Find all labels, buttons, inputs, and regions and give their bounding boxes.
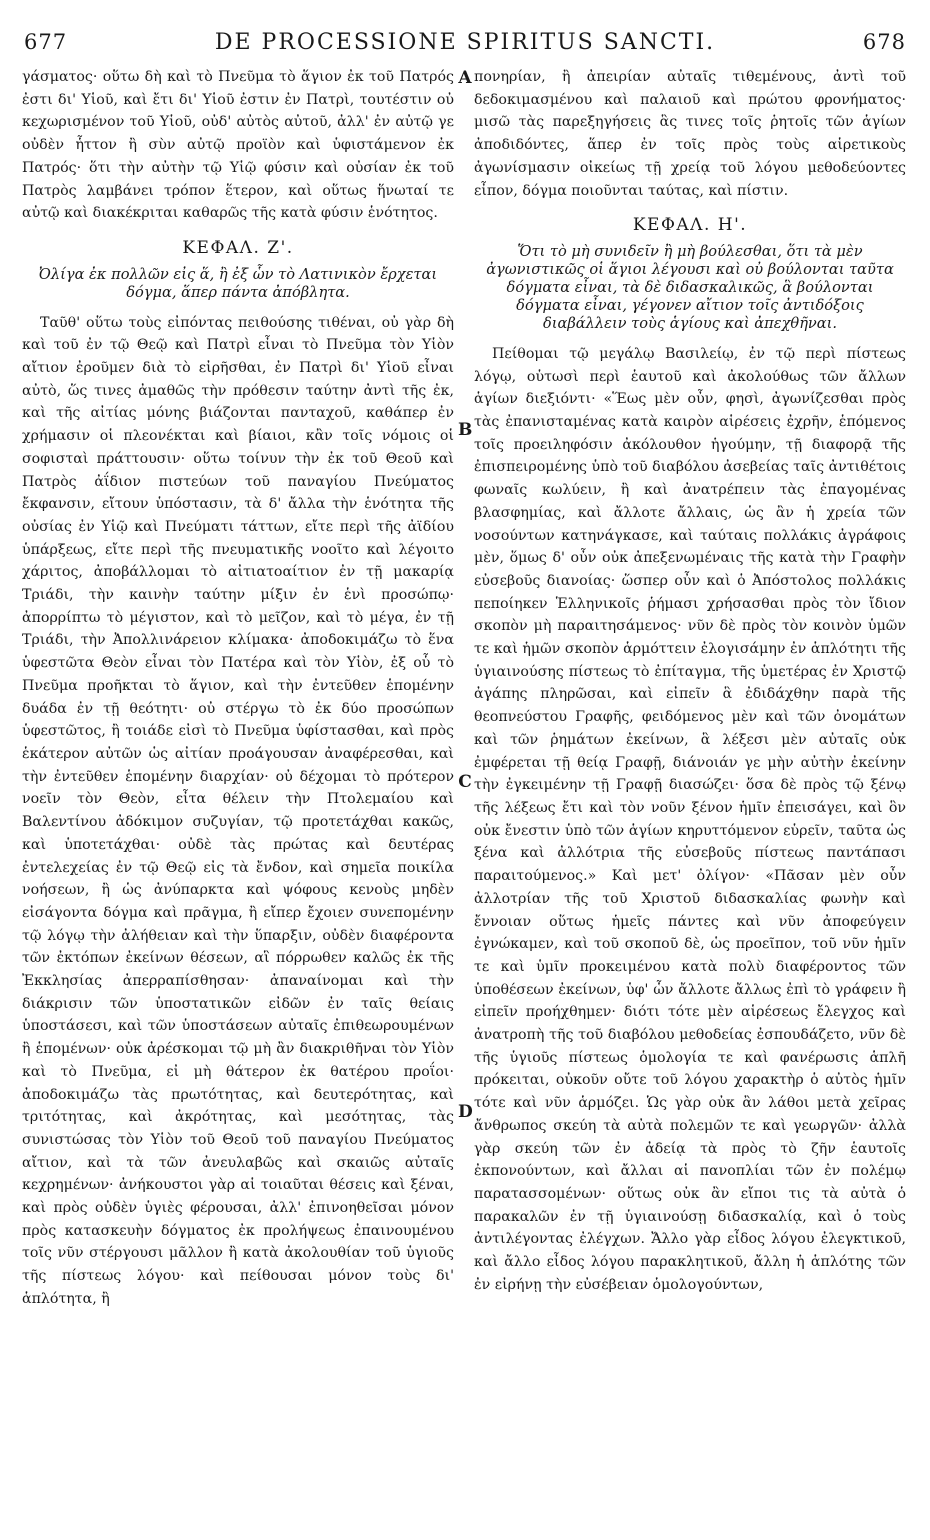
margin-letter-c: C (458, 772, 472, 792)
page-number-right: 678 (862, 30, 906, 54)
right-paragraph-continuation: πονηρίαν, ἢ ἀπειρίαν αὐταῖς τιθεμένους, ἀντὶ τοῦ δεδοκιμασμένου καὶ παλαιοῦ καὶ πρώτου φρονήματος· μισῶ τὰς παρεξηγήσεις ἃς τινες τοῖς ῥητοῖς τῶν ἁγίων ἀποδιδόντες, ἅπερ ἐν τοῖς πρὸς τοὺς αἱρετικοὺς ἀγωνίσμασιν οἰκείως τῇ χρείᾳ τοῦ λόγου μεθοδεύοντες εἶπον, δόγμα ποιοῦνται ταύτας, καὶ πίστιν. (474, 69, 906, 199)
chapter-heading-7: ΚΕΦΑΛ. Ζ'. (182, 237, 294, 258)
left-column (22, 66, 454, 1311)
right-paragraph-main: Πείθομαι τῷ μεγάλῳ Βασιλείῳ, ἐν τῷ περὶ πίστεως λόγῳ, οὑτωσὶ περὶ ἑαυτοῦ καὶ ἀκολούθως τῶν ἄλλων ἁγίων διεξιόντι· «Ἕως μὲν οὖν, φησὶ, ἀγωνίζεσθαι πρὸς τὰς ἐπανισταμένας κατὰ καιρὸν αἱρέσεις ἐχρῆν, ἑπόμενος τοῖς προειληφόσιν ἀκόλουθον ἡγούμην, τῇ διαφορᾷ τῆς ἐπισπειρομένης ὑπὸ τοῦ διαβόλου ἀσεβείας ταῖς ἀντιθέτοις φωναῖς κωλύειν, ἢ καὶ ἀνατρέπειν τὰς ἐπαγομένας βλασφημίας, καὶ ἄλλοτε ἄλλαις, ὡς ἂν ἡ χρεία τῶν νοσούντων κατηνάγκασε, καὶ ταύταις πολλάκις ἀγράφοις μὲν, ὅμως δ' οὖν οὐκ ἀπεξενωμέναις τῆς κατὰ τὴν Γραφὴν εὐσεβοῦς διανοίας· ὥσπερ οὖν καὶ ὁ Ἀπόστολος πολλάκις πεποίηκεν Ἑλληνικοῖς ῥήμασι χρήσασθαι πρὸς τὸν ἴδιον σκοπὸν μὴ παραιτησάμενος· νῦν δὲ πρὸς τὸν κοινὸν ὑμῶν τε καὶ ἡμῶν σκοπὸν ἁρμόττειν ἐλογισάμην ἐν ἁπλότητι τῆς ὑγιαινούσης πίστεως τὸ ἐπίταγμα, τῆς ὑμετέρας ἐν Χριστῷ ἀγάπης πληρῶσαι, καὶ εἰπεῖν ἃ ἐδιδάχθην παρὰ τῆς θεοπνεύστου Γραφῆς, φειδόμενος μὲν καὶ τῶν ὀνομάτων καὶ τῶν ῥημάτων ἐκείνων, ἃ λέξεσι μὲν αὐταῖς οὐκ ἐμφέρεται τῇ θείᾳ Γραφῇ, διάνοιάν γε μὴν αὐτὴν ἐκείνην τὴν ἐγκειμένην τῇ Γραφῇ διασώζει· ὅσα δὲ πρὸς τῷ ξένῳ τῆς λέξεως ἔτι καὶ τὸν νοῦν ξένον ἡμῖν ἐπεισάγει, καὶ ὃν οὐκ ἔνεστιν ὑπὸ τῶν ἁγίων κηρυττόμενον εὑρεῖν, ταῦτα ὡς ξένα καὶ ἀλλότρια τῆς εὐσεβοῦς πίστεως παντάπασι παραιτούμενος.» Καὶ μετ' ὀλίγον· «Πᾶσαν μὲν οὖν ἀλλοτρίαν τῆς τοῦ Χριστοῦ διδασκαλίας φωνὴν καὶ ἔννοιαν οὕτως ἡμεῖς πάντες καὶ νῦν ἀποφεύγειν ἐγνώκαμεν, καὶ τοῦ σκοποῦ δὲ, ὡς προεῖπον, τοῦ νῦν ἡμῖν τε καὶ ὑμῖν προκειμένου κατὰ πολὺ διαφέροντος τῶν ὑποθέσεων ἐκείνων, ὑφ' ὧν ἄλλοτε ἄλλως ἐπὶ τὸ γράφειν ἢ εἰπεῖν προήχθημεν· διότι τότε μὲν αἱρέσεως ἔλεγχος καὶ ἀνατροπὴ τῆς τοῦ διαβόλου μεθοδείας ἐσπουδάζετο, νῦν δὲ τῆς ὑγιοῦς πίστεως ὁμολογία τε καὶ φανέρωσις ἁπλῆ πρόκειται, οὐκοῦν οὔτε τοῦ λόγου χαρακτὴρ ὁ αὐτὸς ἡμῖν τότε καὶ νῦν ἁρμόζει. Ὡς γὰρ οὐκ ἂν λάθοι μετὰ χεῖρας ἄνθρωπος σκεύη τὰ αὐτὰ πολεμῶν τε καὶ γεωργῶν· ἀλλὰ γὰρ σκεύη τῶν ἐν ἀδείᾳ τὰ πρὸς τὸ ζῆν ἑαυτοῖς ἐκπονούντων, καὶ ἄλλαι αἱ πανοπλίαι τῶν ἐν πολέμῳ παρατασσομένων· οὕτως οὐκ ἂν εἴποι τις τὰ αὐτὰ ὁ παρακαλῶν ἐν τῇ ὑγιαινούσῃ διδασκαλίᾳ, καὶ ὁ τοὺς ἀντιλέγοντας ἐλέγχων. Ἄλλο γὰρ εἶδος λόγου ἐλεγκτικοῦ, καὶ ἄλλο εἶδος λόγου παρακλητικοῦ, ἄλλη ἡ ἁπλότης τῶν ἐν εἰρήνῃ τὴν εὐσέβειαν ὁμολογούντων, (474, 345, 906, 1293)
chapter-subtitle-8: Ὅτι τὸ μὴ συνιδεῖν ἢ μὴ βούλεσθαι, ὅτι τὰ μὲν ἀγωνιστικῶς οἱ ἅγιοι λέγουσι καὶ οὐ βούλονται ταῦτα δόγματα εἶναι, τὰ δὲ διδασκαλικῶς, ἃ βούλονται δόγματα εἶναι, γέγονεν αἴτιον τοῖς ἀντιδόξοις διαβάλλειν τοὺς ἁγίους καὶ ἀπεχθῆναι. (486, 242, 894, 332)
left-paragraph-continuation: γάσματος· οὕτω δὴ καὶ τὸ Πνεῦμα τὸ ἅγιον ἐκ τοῦ Πατρός ἐστι δι' Υἱοῦ, καὶ ἔτι δι' Υἱοῦ ἐστιν ἐν Πατρὶ, τουτέστιν οὐ κεχωρισμένον τοῦ Υἱοῦ, οὐδ' αὐτὸς αὐτοῦ, ἀλλ' ἐν αὐτῷ γε οὐδὲν ἧττον ἢ σὺν αὐτῷ προϊὸν καὶ ὑφιστάμενον ἐκ Πατρός· ὅτι τὴν αὐτὴν τῷ Υἱῷ φύσιν καὶ οὐσίαν ἐκ τοῦ Πατρὸς λαμβάνει τρόπον ἕτερον, καὶ οὕτως ἥνωταί τε αὐτῷ καὶ διακέκριται καθαρῶς τῆς κατὰ φύσιν ἑνότητος. (22, 69, 454, 222)
left-paragraph-main: Ταῦθ' οὕτω τοὺς εἰπόντας πειθούσης τιθέναι, οὐ γὰρ δὴ καὶ τοῦ ἐν τῷ Θεῷ καὶ Πατρὶ εἶναι τὸ Πνεῦμα τὸν Υἱὸν αἴτιον ἐροῦμεν διὰ τὸ εἰρῆσθαι, ἐν Πατρὶ δι' Υἱοῦ εἶναι αὐτὸ, ὥς τινες ἀμαθῶς τὴν πρόθεσιν ταύτην ἀντὶ τῆς ἐκ, καὶ τῆς αἰτίας μόνης βιάζονται πανταχοῦ, καθάπερ ἐν χρήμασιν οἱ πλεονέκται καὶ βίαιοι, κἂν τοῖς νόμοις οἱ σοφισταὶ πράττουσιν· οὕτω τοίνυν τὴν ἐκ τοῦ Θεοῦ καὶ Πατρὸς ἀΐδιον πιστεύων τοῦ παναγίου Πνεύματος ἔκφανσιν, εἴτουν ὑπόστασιν, τὰ δ' ἄλλα τὴν ἑνότητα τῆς οὐσίας ἐν Υἱῷ καὶ Πνεύματι τάττων, εἴτε περὶ τῆς ἀϊδίου ὑπάρξεως, εἴτε περὶ τῆς πνευματικῆς νοοῖτο καὶ λέγοιτο χάριτος, ἀποβάλλομαι τὸ αἰτιατοαίτιον ἐν τῇ μακαρίᾳ Τριάδι, τὴν καινὴν ταύτην μίξιν ἐν ἑνὶ προσώπῳ· ἀπορρίπτω τὸ μέγιστον, καὶ τὸ μεῖζον, καὶ τὸ μέγα, ἐν τῇ Τριάδι, τὴν Ἀπολλινάρειον κλίμακα· ἀποδοκιμάζω τὸ ἕνα ὑφεστῶτα Θεὸν εἶναι τὸν Πατέρα καὶ τὸν Υἱὸν, ἐξ οὗ τὸ Πνεῦμα προῆκται τὸ ἅγιον, καὶ τὴν ἐντεῦθεν ἑπομένην δυάδα ἐν τῇ θεότητι· οὐ στέργω τὸ ἐκ δύο προσώπων ὑφεστῶτος, ἢ τοιάδε εἰσὶ τὸ Πνεῦμα ὑφίστασθαι, καὶ πρὸς ἑκάτερον αὐτῶν ὡς αἰτίαν προάγουσαν ἀναφέρεσθαι, καὶ τὴν ἐντεῦθεν ἑπομένην διαρχίαν· οὐ δέχομαι τὸ πρότερον νοεῖν τὸν Θεὸν, εἶτα θέλειν τὴν Πτολεμαίου καὶ Βαλεντίνου ἀδόκιμον συζυγίαν, τῷ προτετάχθαι κακῶς, καὶ ὑποτετάχθαι· οὐδὲ τὰς πρώτας καὶ δευτέρας ἐντελεχείας ἐν τῷ Θεῷ εἰς τὰ ἔνδον, καὶ σημεῖα ποικίλα νοήσεων, ἢ ὡς ἀνύπαρκτα καὶ ψόφους κενοὺς μηδὲν εἰσάγοντα δόγμα καὶ πρᾶγμα, ἢ εἴπερ ἔχοιεν συνεπομένην τῷ λόγῳ τὴν ἀλήθειαν καὶ τὴν ὕπαρξιν, οὐδὲν διαφέροντα τῶν ἐκτόπων ἐκείνων θέσεων, αἳ πόρρωθεν καλῶς ἐκ τῆς Ἐκκλησίας ἀπερραπίσθησαν· ἀπαναίνομαι καὶ τὴν διάκρισιν τῶν ὑποστατικῶν εἰδῶν ἐν ταῖς θείαις ὑποστάσεσι, καὶ τῶν ὑποστάσεων αὐταῖς ἐπιθεωρουμένων ἢ ἑπομένων· οὐκ ἀρέσκομαι τῷ μὴ ἂν διακριθῆναι τὸν Υἱὸν καὶ τὸ Πνεῦμα, εἰ μὴ θάτερον ἐκ θατέρου προΐοι· ἀποδοκιμάζω τὰς πρωτότητας, καὶ δευτερότητας, καὶ τριτότητας, καὶ ἀκρότητας, καὶ μεσότητας, τὰς συνιστώσας τὸν Υἱὸν τοῦ Θεοῦ τοῦ παναγίου Πνεύματος αἴτιον, καὶ τὰ τῶν ἀνευλαβῶς καὶ σκαιῶς αὐταῖς κεχρημένων· ἀνήκουστοι γὰρ αἱ τοιαῦται θέσεις καὶ ξέναι, καὶ πρὸς οὐδὲν ὑγιὲς φέρουσαι, ἀλλ' ἐπινοηθεῖσαι μόνον πρὸς κατασκευὴν δόγματος ἐκ προλήψεως ἐπαινουμένου τοῖς νῦν στέργουσι μᾶλλον ἢ κατὰ ἀκολουθίαν τοῦ ὑγιοῦς τῆς πίστεως λόγου· καὶ πείθουσαι μόνον τοὺς δι' ἁπλότητα, ἢ (22, 314, 454, 1307)
margin-letter-a: A (458, 68, 472, 88)
margin-letter-b: B (458, 420, 473, 440)
margin-letter-d: D (458, 1102, 473, 1122)
page-number-left: 677 (24, 30, 68, 54)
chapter-heading-8: ΚΕΦΑΛ. Η'. (632, 215, 748, 236)
chapter-subtitle-7: Ὀλίγα ἐκ πολλῶν εἰς ἅ, ἢ ἐξ ὧν τὸ Λατινικὸν ἔρχεται δόγμα, ἅπερ πάντα ἀπόβλητα. (38, 265, 438, 301)
right-column (474, 66, 906, 1296)
running-title: DE PROCESSIONE SPIRITUS SANCTI. (214, 30, 716, 55)
running-header (20, 30, 910, 62)
